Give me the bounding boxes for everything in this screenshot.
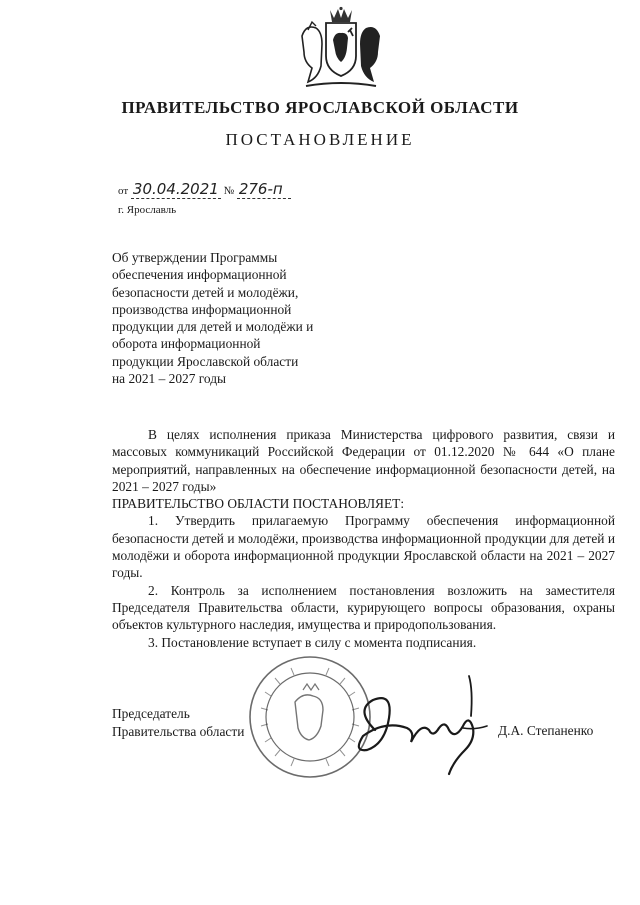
number-prefix: № (223, 185, 235, 197)
item-3-paragraph: 3. Постановление вступает в силу с момента подписания. (148, 634, 477, 650)
document-type: ПОСТАНОВЛЕНИЕ (225, 130, 415, 149)
coat-of-arms-icon (292, 6, 390, 92)
item-2-paragraph: 2. Контроль за исполнением постановления возложить на заместителя Председателя Правительства области, курирующего вопросы образования, охраны объектов культурного наследия, имущества и природопользования. (112, 582, 615, 633)
subject-line: на 2021 – 2027 годы (112, 371, 227, 387)
date-number-line (118, 180, 291, 199)
subject-line: продукции для детей и молодёжи и (112, 319, 314, 335)
resolution-heading: ПРАВИТЕЛЬСТВО ОБЛАСТИ ПОСТАНОВЛЯЕТ: (112, 496, 405, 512)
signatory-position (112, 705, 244, 741)
document-city: г. Ярославль (118, 204, 177, 216)
government-title: ПРАВИТЕЛЬСТВО ЯРОСЛАВСКОЙ ОБЛАСТИ (121, 98, 519, 117)
document-date: 30.04.2021 (132, 180, 219, 198)
subject-line: безопасности детей и молодёжи, (112, 284, 299, 300)
subject-line: производства информационной (112, 301, 292, 317)
signatory-name: Д.А. Степаненко (498, 723, 594, 738)
position-line: Правительства области (112, 724, 245, 739)
intro-paragraph: В целях исполнения приказа Министерства цифрового развития, связи и массовых коммуникаций Российской Федерации от 01.12.2020 № 644 «О плане мероприятий, направленных на обеспечение информационной безопасности детей, на 2021 – 2027 годы» (112, 427, 615, 494)
item-1-paragraph: 1. Утвердить прилагаемую Программу обеспечения информационной безопасности детей и молодёжи, производства информационной продукции для детей и молодёжи и оборота информационной продукции Ярославской области на 2021 – 2027 годы. (112, 513, 615, 581)
document-number: 276-п (237, 180, 291, 199)
date-prefix: от (118, 185, 129, 197)
signature-icon (345, 670, 495, 780)
document-body (112, 426, 615, 651)
document-subject (112, 249, 372, 387)
subject-line: обеспечения информационной (112, 267, 287, 283)
subject-line: Об утверждении Программы (112, 250, 278, 265)
subject-line: оборота информационной (112, 336, 261, 352)
subject-line: продукции Ярославской области (112, 353, 299, 369)
position-line: Председатель (112, 706, 190, 721)
